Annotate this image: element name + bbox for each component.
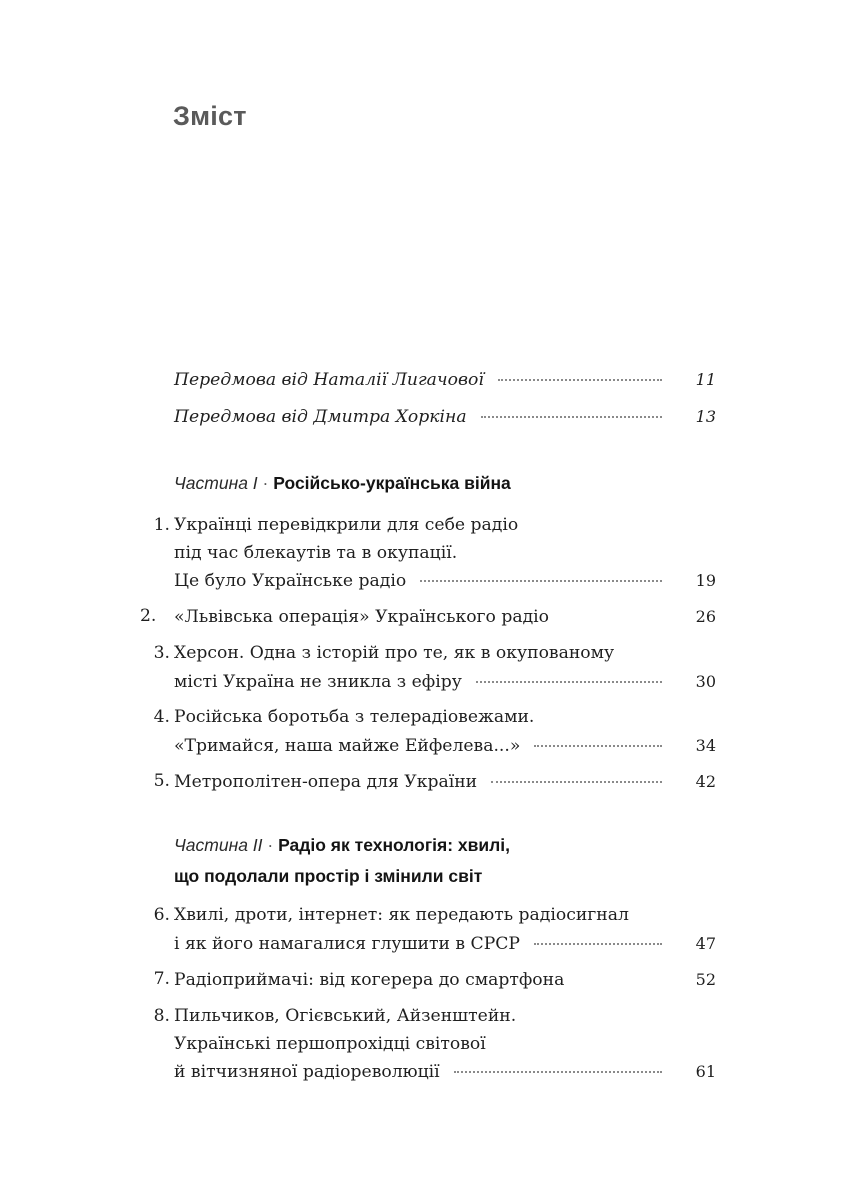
chapter-title-line: Хвилі, дроти, інтернет: як передають радіосигнал [174, 905, 629, 925]
chapter-title-line: й вітчизняної радіореволюції [174, 1062, 440, 1082]
page-number: 19 [695, 571, 716, 590]
part-heading-2 [174, 832, 510, 890]
chapter-title-line: місті Україна не зникла з ефіру [174, 671, 462, 692]
toc-entry-chapter-7[interactable] [140, 966, 716, 995]
chapter-title-line: Пильчиков, Огієвський, Айзенштейн. [174, 1006, 517, 1026]
entry-title: Передмова від Дмитра Хоркіна [174, 407, 467, 427]
toc-entry-chapter-1[interactable] [140, 512, 716, 596]
part-heading-1 [174, 470, 511, 498]
leader-dots [534, 942, 662, 945]
page-number: 42 [695, 772, 716, 791]
toc-entry-chapter-3[interactable] [140, 640, 716, 696]
chapter-number: 6. [153, 905, 170, 925]
part-title: Російсько-українська війна [273, 473, 511, 493]
page-title: Зміст [173, 101, 247, 131]
toc-entry-chapter-8[interactable] [140, 1003, 716, 1087]
chapter-title-line: і як його намагалися глушити в СРСР [174, 933, 520, 954]
chapter-title-line: «Львівська операція» Українського радіо [174, 607, 550, 627]
leader-dots [534, 744, 662, 747]
leader-dots [476, 680, 662, 683]
toc-entry-chapter-4[interactable] [140, 704, 716, 760]
chapter-title-line: Херсон. Одна з історій про те, як в окупованому [174, 643, 615, 663]
page-number: 11 [695, 370, 716, 389]
part-title-line: Радіо як технологія: хвилі, [278, 835, 510, 855]
page-number: 13 [695, 407, 716, 426]
chapter-number: 5. [153, 771, 170, 791]
leader-dots [481, 415, 662, 418]
toc-entry-chapter-5[interactable] [140, 768, 716, 797]
entry-title: Передмова від Наталії Лигачової [174, 370, 484, 390]
chapter-title-line: Російська боротьба з телерадіовежами. [174, 707, 535, 727]
leader-dots [420, 579, 662, 582]
page-number: 52 [695, 970, 716, 989]
toc-entry-preface-1[interactable] [140, 366, 716, 395]
page-number: 26 [695, 607, 716, 626]
chapter-number: 3. [153, 643, 170, 663]
page-number: 47 [695, 933, 716, 953]
toc-entry-preface-2[interactable] [140, 403, 716, 432]
part-label: Частина I [174, 473, 258, 493]
chapter-title-line: під час блекаутів та в окупації. [174, 542, 458, 563]
chapter-number: 7. [153, 969, 170, 989]
leader-dots [454, 1070, 662, 1073]
chapter-number: 8. [153, 1006, 170, 1026]
part-label: Частина II [174, 835, 263, 855]
leader-dots [491, 780, 662, 783]
chapter-title-line: Українці перевідкрили для себе радіо [174, 515, 519, 535]
chapter-title-line: Метрополітен-опера для України [174, 772, 478, 792]
toc-entry-chapter-6[interactable] [140, 902, 716, 958]
leader-dots [498, 378, 662, 381]
chapter-number: 1. [153, 515, 170, 535]
chapter-title-line: Українські першопрохідці світової [174, 1033, 486, 1054]
page-number: 61 [695, 1062, 716, 1081]
part-separator: · [262, 473, 269, 493]
toc-entry-chapter-2[interactable] [140, 603, 716, 632]
page-number: 30 [695, 671, 716, 691]
page-number: 34 [695, 735, 716, 755]
part-title-line: що подолали простір і змінили світ [174, 865, 483, 886]
chapter-number: 2. [140, 606, 157, 626]
chapter-title-line: Радіоприймачі: від когерера до смартфона [174, 970, 565, 990]
chapter-number: 4. [153, 707, 170, 727]
part-separator: · [267, 835, 274, 855]
chapter-title-line: «Тримайся, наша майже Ейфелева...» [174, 735, 521, 756]
chapter-title-line: Це було Українське радіо [174, 571, 407, 591]
